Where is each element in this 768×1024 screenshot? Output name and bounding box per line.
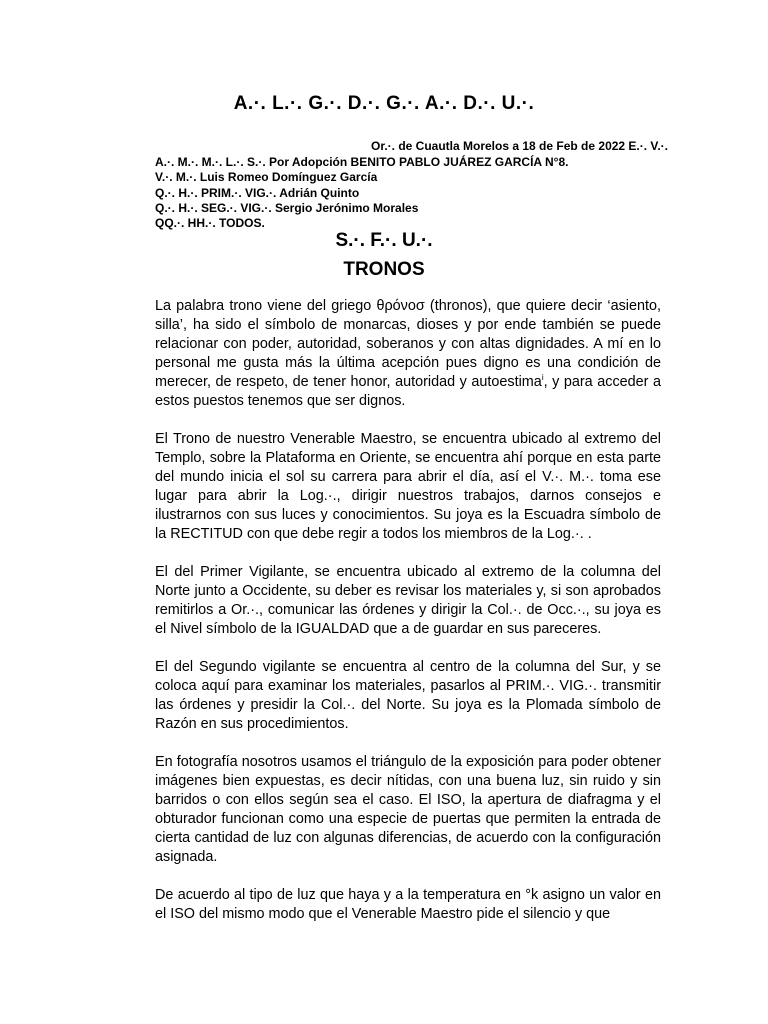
document-title: A.·. L.·. G.·. D.·. G.·. A.·. D.·. U.·. — [233, 93, 535, 114]
paragraph: El del Primer Vigilante, se encuentra ubicado al extremo de la columna del Norte junto a Occidente, su deber es revisar los materiales y, si son aprobados remitirlos a Or.·., comunicar las órdenes y dirigir la Col.·. de Occ.·., su joya es el Nivel símbolo de la IGUALDAD que a de guardar en sus pareceres. — [155, 564, 661, 637]
paragraph-text: La palabra trono viene del griego θρόνοσ (thronos), que quiere decir ‘asiento, silla’, ha sido el símbolo de monarcas, dioses y por ende también se puede relacionar con poder, autoridad, soberanos y con altas dignidades. A mí en lo personal me gusta más la última acepción pues digno es una condición de merecer, de respeto, de tener honor, autoridad y autoestima — [155, 298, 661, 390]
body-text — [155, 297, 661, 943]
salutation-heading: S.·. F.·. U.·. — [335, 230, 433, 251]
dateline: Or.·. de Cuautla Morelos a 18 de Feb de 2022 E.·. V.·. — [371, 139, 668, 153]
recipient-list — [155, 155, 568, 231]
section-heading: TRONOS — [343, 259, 425, 280]
recipient-line: Q.·. H.·. PRIM.·. VIG.·. Adrián Quinto — [155, 185, 360, 200]
paragraph: En fotografía nosotros usamos el triángulo de la exposición para poder obtener imágenes bien expuestas, es decir nítidas, con una buena luz, sin ruido y sin barridos o con ellos según sea el caso. El ISO, la apertura de diafragma y el obturador funcionan como una especie de puertas que permiten la entrada de cierta cantidad de luz con algunas diferencias, de acuerdo con la configuración asignada. — [155, 754, 661, 865]
paragraph: De acuerdo al tipo de luz que haya y a la temperatura en °k asigno un valor en el ISO del mismo modo que el Venerable Maestro pide el silencio y que — [155, 887, 661, 922]
paragraph — [155, 297, 661, 411]
paragraph-text: , y para acceder a estos puestos tenemos que ser dignos. — [155, 374, 661, 409]
footnote-marker[interactable]: i — [541, 373, 544, 383]
recipient-line: V.·. M.·. Luis Romeo Domínguez García — [155, 170, 378, 185]
paragraph: El Trono de nuestro Venerable Maestro, se encuentra ubicado al extremo del Templo, sobre la Plataforma en Oriente, se encuentra ahí porque en esta parte del mundo inicia el sol su carrera para abrir el día, así el V.·. M.·. toma ese lugar para abrir la Log.·., dirigir nuestros trabajos, darnos consejos e ilustrarnos con sus luces y conocimientos. Su joya es la Escuadra símbolo de la RECTITUD con que debe regir a todos los miembros de la Log.·. . — [155, 431, 661, 542]
recipient-line: Q.·. H.·. SEG.·. VIG.·. Sergio Jerónimo Morales — [155, 200, 419, 215]
recipient-line: QQ.·. HH.·. TODOS. — [155, 216, 265, 231]
paragraph: El del Segundo vigilante se encuentra al centro de la columna del Sur, y se coloca aquí para examinar los materiales, pasarlos al PRIM.·. VIG.·. transmitir las órdenes y presidir la Col.·. del Norte. Su joya es la Plomada símbolo de Razón en sus procedimientos. — [155, 659, 661, 732]
recipient-line: A.·. M.·. M.·. L.·. S.·. Por Adopción BENITO PABLO JUÁREZ GARCÍA N°8. — [155, 155, 569, 169]
